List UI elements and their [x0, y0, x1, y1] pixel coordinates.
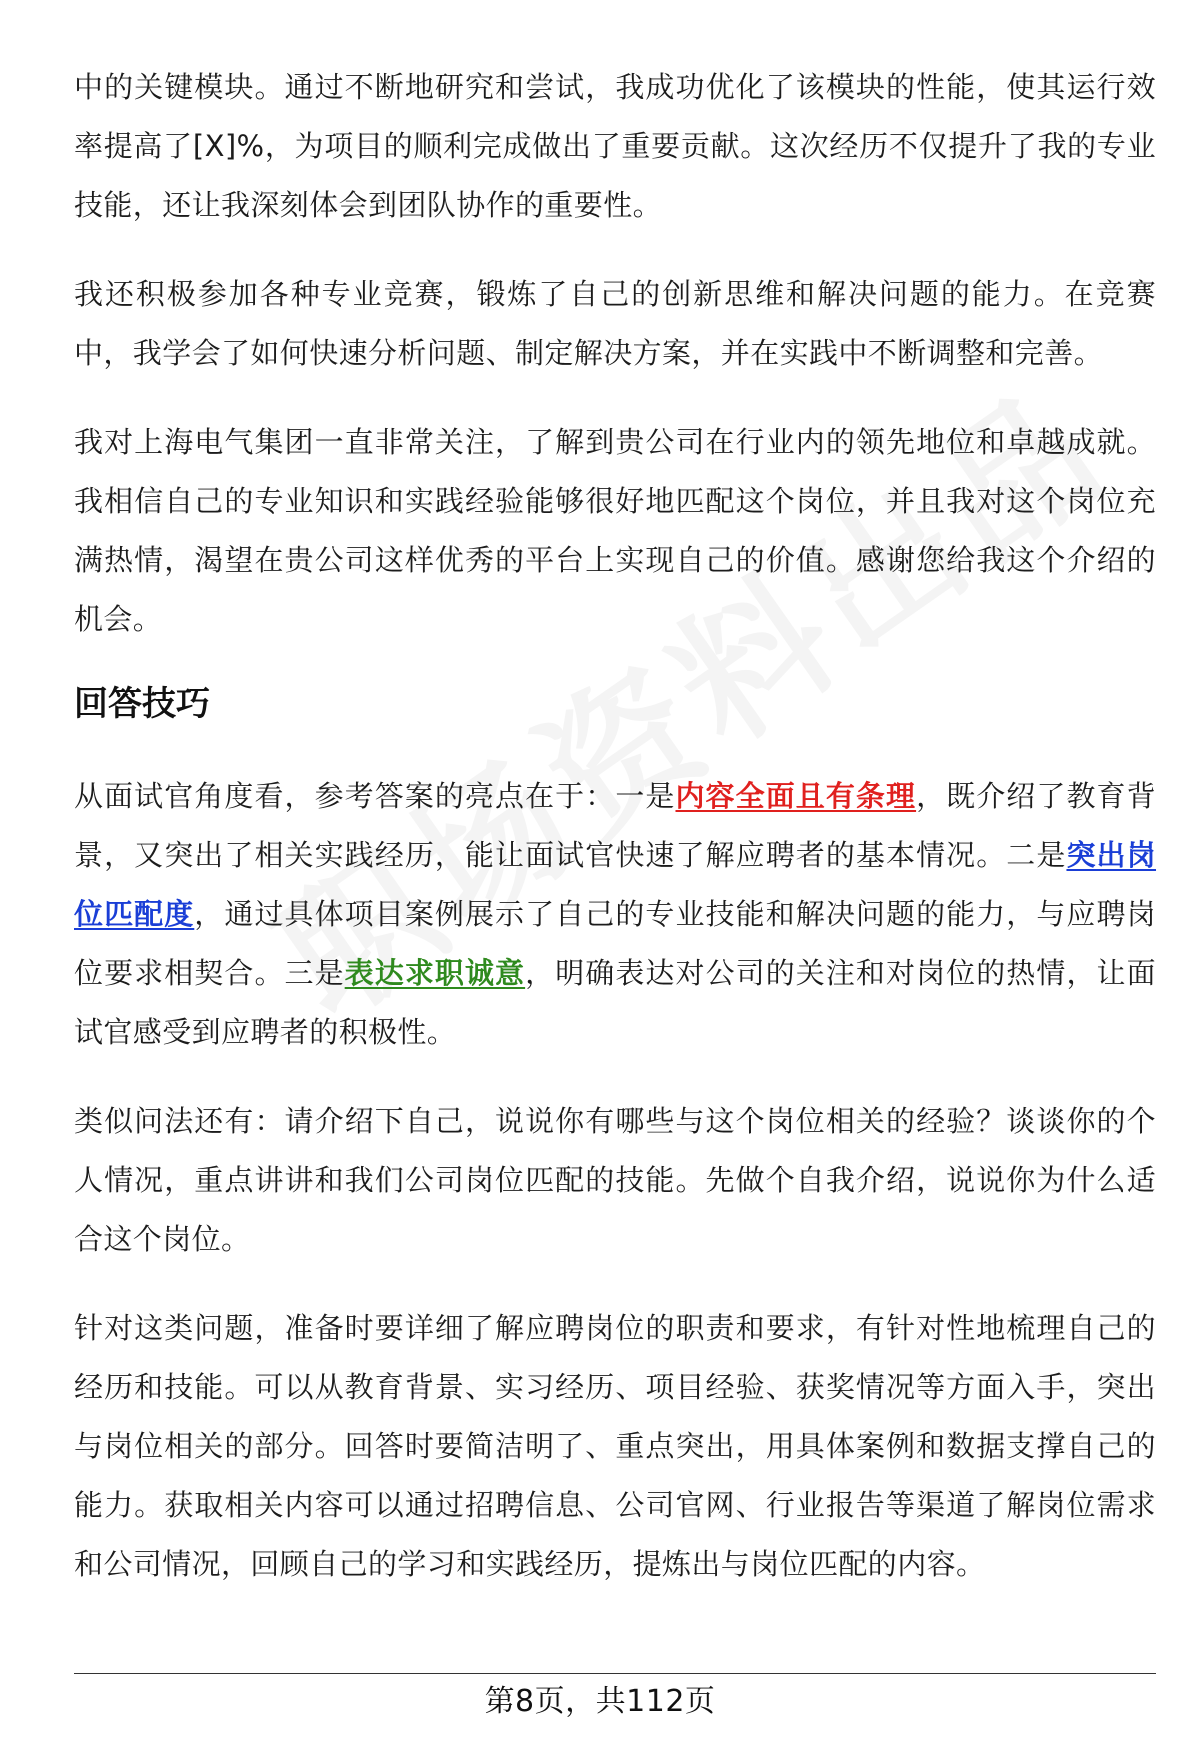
highlights-text-1: 从面试官角度看，参考答案的亮点在于：一是 [74, 779, 676, 813]
paragraph-project-experience: 中的关键模块。通过不断地研究和尝试，我成功优化了该模块的性能，使其运行效率提高了[X]%，为项目的顺利完成做出了重要贡献。这次经历不仅提升了我的专业技能，还让我深刻体会到团队协作的重要性。 [74, 70, 1156, 222]
document-body [74, 58, 1156, 1624]
highlights-text-4: ，明确表达对公司的关注和对岗位的热情，让面试官感受到应聘者的积极性。 [74, 956, 1156, 1049]
paragraph-competitions: 我还积极参加各种专业竞赛，锻炼了自己的创新思维和解决问题的能力。在竞赛中，我学会了如何快速分析问题、制定解决方案，并在实践中不断调整和完善。 [74, 277, 1156, 370]
highlights-text-2: ，既介绍了教育背景，又突出了相关实践经历，能让面试官快速了解应聘者的基本情况。二是 [74, 779, 1156, 872]
highlight-sincerity: 表达求职诚意 [344, 956, 526, 990]
paragraph-highlights [74, 767, 1156, 1062]
paragraph-preparation-advice: 针对这类问题，准备时要详细了解应聘岗位的职责和要求，有针对性地梳理自己的经历和技能。可以从教育背景、实习经历、项目经验、获奖情况等方面入手，突出与岗位相关的部分。回答时要简洁明了、重点突出，用具体案例和数据支撑自己的能力。获取相关内容可以通过招聘信息、公司官网、行业报告等渠道了解岗位需求和公司情况，回顾自己的学习和实践经历，提炼出与岗位匹配的内容。 [74, 1311, 1156, 1581]
highlight-comprehensive: 内容全面且有条理 [675, 779, 917, 813]
footer-divider [74, 1673, 1156, 1674]
paragraph-company-interest: 我对上海电气集团一直非常关注，了解到贵公司在行业内的领先地位和卓越成就。我相信自己的专业知识和实践经验能够很好地匹配这个岗位，并且我对这个岗位充满热情，渴望在贵公司这样优秀的平台上实现自己的价值。感谢您给我这个介绍的机会。 [74, 425, 1156, 636]
page-number: 第8页，共112页 [484, 1684, 716, 1719]
paragraph-similar-questions: 类似问法还有：请介绍下自己，说说你有哪些与这个岗位相关的经验？谈谈你的个人情况，重点讲讲和我们公司岗位匹配的技能。先做个自我介绍，说说你为什么适合这个岗位。 [74, 1104, 1156, 1256]
highlight-job-match: 突出岗位匹配度 [74, 838, 1157, 931]
highlights-text-3: ，通过具体项目案例展示了自己的专业技能和解决问题的能力，与应聘岗位要求相契合。三是 [74, 897, 1156, 990]
section-heading-tips: 回答技巧 [74, 684, 210, 724]
